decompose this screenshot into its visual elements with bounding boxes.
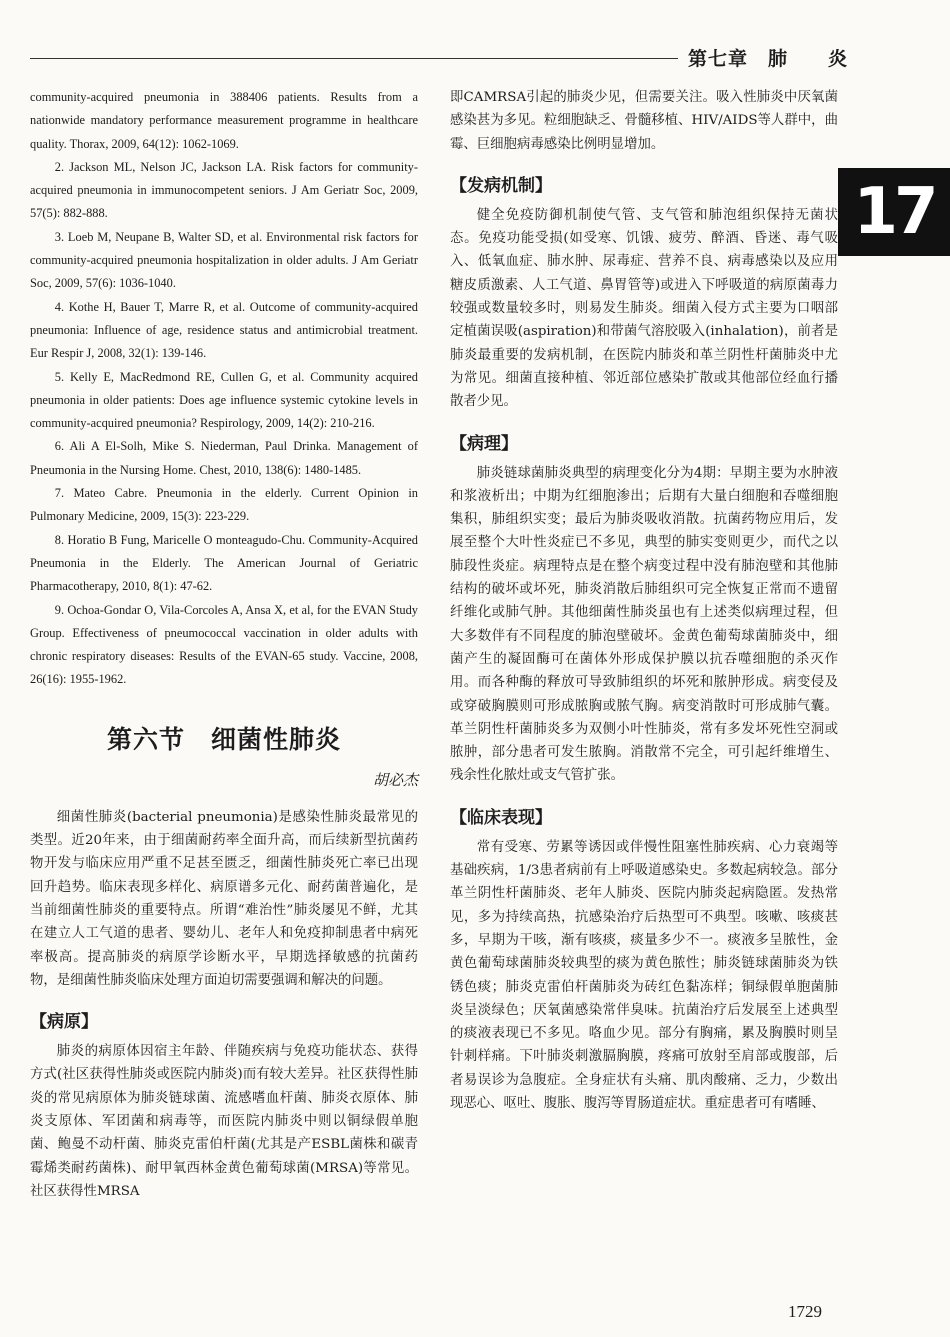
heading-pathogen: 【病原】: [30, 1012, 98, 1033]
author: 胡必杰: [372, 770, 418, 789]
reference-7: 7. Mateo Cabre. Pneumonia in the elderly. Current Opinion in Pulmonary Medicine, 2009, 15(3): 223-229.: [30, 486, 418, 524]
reference-9: 9. Ochoa-Gondar O, Vila-Corcoles A, Ansa X, et al, for the EVAN Study Group. Effectiveness of pneumococcal vaccination in older adults with chronic respiratory diseases: Results of the EVAN-65 study. Vaccine, 2008, 26(16): 1955-1962.: [30, 602, 418, 687]
heading-pathology: 【病理】: [450, 433, 518, 454]
header-rule: [30, 58, 678, 59]
reference-2: 2. Jackson ML, Nelson JC, Jackson LA. Risk factors for community-acquired pneumonia in immunocompetent seniors. J Am Geriatr Soc, 2009, 57(5): 882-888.: [30, 159, 418, 221]
intro-paragraph: 细菌性肺炎(bacterial pneumonia)是感染性肺炎最常见的类型。近20年来，由于细菌耐药率全面升高，而后续新型抗菌药物开发与临床应用严重不足甚至匮乏，细菌性肺炎死亡率已出现回升趋势。临床表现多样化、病原谱多元化、耐药菌普遍化，是当前细菌性肺炎的重要特点。所谓“难治性”肺炎屡见不鲜，尤其在建立人工气道的患者、婴幼儿、老年人和免疫抑制患者中病死率极高。提高肺炎的病原学诊断水平，早期选择敏感的抗菌药物，是细菌性肺炎临床处理方面迫切需要强调和解决的问题。: [30, 809, 418, 988]
chapter-tab: 17: [838, 168, 950, 256]
reference-6: 6. Ali A El-Solh, Mike S. Niederman, Paul Drinka. Management of Pneumonia in the Nursing Home. Chest, 2010, 138(6): 1480-1485.: [30, 439, 418, 477]
heading-clinical: 【临床表现】: [450, 807, 552, 828]
reference-8: 8. Horatio B Fung, Maricelle O monteagudo-Chu. Community-Acquired Pneumonia in the Elderly. The American Journal of Geriatric Pharmacotherapy, 2010, 8(1): 47-62.: [30, 532, 418, 594]
section-title: 第六节 细菌性肺炎: [106, 724, 341, 754]
right-column: [450, 86, 838, 1115]
left-column: [30, 86, 418, 1203]
pathology-paragraph: 肺炎链球菌肺炎典型的病理变化分为4期：早期主要为水肿液和浆液析出；中期为红细胞渗出；后期有大量白细胞和吞噬细胞集积，肺组织实变；最后为肺炎吸收消散。抗菌药物应用后，发展至整个大叶性炎症已不多见，典型的肺实变则更少，而代之以肺段性炎症。病理特点是在整个病变过程中没有肺泡壁和其他肺结构的破坏或坏死，肺炎消散后肺组织可完全恢复正常而不遗留纤维化或肺气肿。其他细菌性肺炎虽也有上述类似病理过程，但大多数伴有不同程度的肺泡壁破坏。金黄色葡萄球菌肺炎中，细菌产生的凝固酶可在菌体外形成保护膜以抗吞噬细胞的杀灭作用。而各种酶的释放可导致肺组织的坏死和脓肿形成。病变侵及或穿破胸膜则可形成脓胸或脓气胸。病变消散时可形成肺气囊。革兰阴性杆菌肺炎多为双侧小叶性肺炎，常有多发坏死性空洞或脓肿，部分患者可发生脓胸。消散常不完全，可引起纤维增生、残余性化脓灶或支气管扩张。: [450, 465, 838, 784]
mechanism-paragraph: 健全免疫防御机制使气管、支气管和肺泡组织保持无菌状态。免疫功能受损(如受寒、饥饿、疲劳、醉酒、昏迷、毒气吸入、低氧血症、肺水肿、尿毒症、营养不良、病毒感染以及应用糖皮质激素、人工气道、鼻胃管等)或进入下呼吸道的病原菌毒力较强或数量较多时，则易发生肺炎。细菌入侵方式主要为口咽部定植菌误吸(aspiration)和带菌气溶胶吸入(inhalation)，前者是肺炎最重要的发病机制，在医院内肺炎和革兰阴性杆菌肺炎中尤为常见。细菌直接种植、邻近部位感染扩散或其他部位经血行播散者少见。: [450, 207, 838, 410]
heading-mechanism: 【发病机制】: [450, 175, 552, 196]
pathogen-paragraph: 肺炎的病原体因宿主年龄、伴随疾病与免疫功能状态、获得方式(社区获得性肺炎或医院内肺炎)而有较大差异。社区获得性肺炎的常见病原体为肺炎链球菌、流感嗜血杆菌、肺炎衣原体、肺炎支原体、军团菌和病毒等，而医院内肺炎中则以铜绿假单胞菌、鲍曼不动杆菌、肺炎克雷伯杆菌(尤其是产ESBL菌株和碳青霉烯类耐药菌株)、耐甲氧西林金黄色葡萄球菌(MRSA)等常见。社区获得性MRSA: [30, 1044, 418, 1199]
chapter-title: 第七章 肺 炎: [688, 48, 849, 70]
pathogen-paragraph-continued: 即CAMRSA引起的肺炎少见，但需要关注。吸入性肺炎中厌氧菌感染甚为多见。粒细胞缺乏、骨髓移植、HIV/AIDS等人群中，曲霉、巨细胞病毒感染比例明显增加。: [450, 90, 838, 152]
reference-5: 5. Kelly E, MacRedmond RE, Cullen G, et al. Community acquired pneumonia in older patients: Does age influence systemic cytokine levels in community-acquired pneumonia? Respirology, 2009, 14(2): 210-216.: [30, 369, 418, 431]
reference-4: 4. Kothe H, Bauer T, Marre R, et al. Outcome of community-acquired pneumonia: Influence of age, residence status and antimicrobial treatment. Eur Respir J, 2008, 32(1): 139-146.: [30, 299, 418, 361]
page-number: 1729: [788, 1302, 822, 1321]
reference-3: 3. Loeb M, Neupane B, Walter SD, et al. Environmental risk factors for community-acquired pneumonia hospitalization in older adults. J Am Geriatr Soc, 2009, 57(6): 1036-1040.: [30, 229, 418, 291]
reference-1-continued: community-acquired pneumonia in 388406 patients. Results from a nationwide mandatory performance measurement programme in healthcare quality. Thorax, 2009, 64(12): 1062-1069.: [30, 90, 418, 151]
clinical-paragraph: 常有受寒、劳累等诱因或伴慢性阻塞性肺疾病、心力衰竭等基础疾病，1/3患者病前有上呼吸道感染史。多数起病较急。部分革兰阴性杆菌肺炎、老年人肺炎、医院内肺炎起病隐匿。发热常见，多为持续高热，抗感染治疗后热型可不典型。咳嗽、咳痰甚多，早期为干咳，渐有咳痰，痰量多少不一。痰液多呈脓性，金黄色葡萄球菌肺炎较典型的痰为黄色脓性；肺炎链球菌肺炎为铁锈色痰；肺炎克雷伯杆菌肺炎为砖红色黏冻样；铜绿假单胞菌肺炎呈淡绿色；厌氧菌感染常伴臭味。抗菌治疗后发展至上述典型的痰液表现已不多见。咯血少见。部分有胸痛，累及胸膜时则呈针刺样痛。下叶肺炎刺激膈胸膜，疼痛可放射至肩部或腹部，后者易误诊为急腹症。全身症状有头痛、肌肉酸痛、乏力，少数出现恶心、呕吐、腹胀、腹泻等胃肠道症状。重症患者可有嗜睡、: [450, 839, 838, 1111]
